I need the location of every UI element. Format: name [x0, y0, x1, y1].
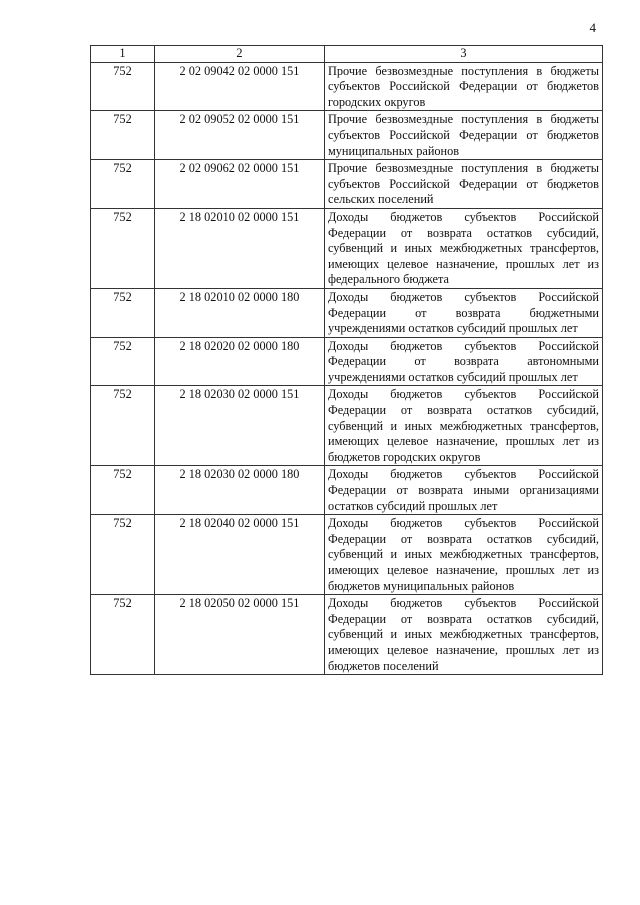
revenue-code-cell: 2 18 02020 02 0000 180 — [155, 337, 325, 386]
table-row — [91, 208, 603, 288]
description-cell: Доходы бюджетов субъектов Российской Федерации от возврата бюджетными учреждениями остатков субсидий прошлых лет — [325, 288, 603, 337]
table-row — [91, 595, 603, 675]
page-number: 4 — [589, 20, 596, 35]
revenue-code-cell: 2 18 02040 02 0000 151 — [155, 515, 325, 595]
table-row — [91, 62, 603, 111]
revenue-code-cell: 2 02 09062 02 0000 151 — [155, 160, 325, 209]
admin-code-cell: 752 — [91, 466, 155, 515]
table-row — [91, 111, 603, 160]
revenue-code-cell: 2 02 09052 02 0000 151 — [155, 111, 325, 160]
description-cell: Прочие безвозмездные поступления в бюджеты субъектов Российской Федерации от бюджетов сельских поселений — [325, 160, 603, 209]
description-cell: Доходы бюджетов субъектов Российской Федерации от возврата автономными учреждениями остатков субсидий прошлых лет — [325, 337, 603, 386]
admin-code-cell: 752 — [91, 595, 155, 675]
revenue-code-cell: 2 18 02010 02 0000 151 — [155, 208, 325, 288]
revenue-code-cell: 2 18 02030 02 0000 151 — [155, 386, 325, 466]
revenue-code-cell: 2 02 09042 02 0000 151 — [155, 62, 325, 111]
description-cell: Доходы бюджетов субъектов Российской Федерации от возврата остатков субсидий, субвенций и иных межбюджетных трансфертов, имеющих целевое назначение, прошлых лет из бюджетов поселений — [325, 595, 603, 675]
table-row — [91, 466, 603, 515]
admin-code-cell: 752 — [91, 515, 155, 595]
column-header-1: 1 — [91, 46, 155, 63]
table-row — [91, 337, 603, 386]
admin-code-cell: 752 — [91, 288, 155, 337]
budget-revenue-table — [90, 45, 603, 675]
table-row — [91, 386, 603, 466]
description-cell: Доходы бюджетов субъектов Российской Федерации от возврата остатков субсидий, субвенций и иных межбюджетных трансфертов, имеющих целевое назначение, прошлых лет из бюджетов муниципальных районов — [325, 515, 603, 595]
description-cell: Доходы бюджетов субъектов Российской Федерации от возврата остатков субсидий, субвенций и иных межбюджетных трансфертов, имеющих целевое назначение, прошлых лет из федерального бюджета — [325, 208, 603, 288]
admin-code-cell: 752 — [91, 208, 155, 288]
admin-code-cell: 752 — [91, 62, 155, 111]
table-header-row — [91, 46, 603, 63]
description-cell: Прочие безвозмездные поступления в бюджеты субъектов Российской Федерации от бюджетов городских округов — [325, 62, 603, 111]
column-header-2: 2 — [155, 46, 325, 63]
admin-code-cell: 752 — [91, 111, 155, 160]
revenue-code-cell: 2 18 02050 02 0000 151 — [155, 595, 325, 675]
description-cell: Прочие безвозмездные поступления в бюджеты субъектов Российской Федерации от бюджетов муниципальных районов — [325, 111, 603, 160]
admin-code-cell: 752 — [91, 386, 155, 466]
revenue-code-cell: 2 18 02010 02 0000 180 — [155, 288, 325, 337]
table-row — [91, 288, 603, 337]
admin-code-cell: 752 — [91, 160, 155, 209]
description-cell: Доходы бюджетов субъектов Российской Федерации от возврата иными организациями остатков субсидий прошлых лет — [325, 466, 603, 515]
column-header-3: 3 — [325, 46, 603, 63]
table-row — [91, 160, 603, 209]
description-cell: Доходы бюджетов субъектов Российской Федерации от возврата остатков субсидий, субвенций и иных межбюджетных трансфертов, имеющих целевое назначение, прошлых лет из бюджетов городских округов — [325, 386, 603, 466]
admin-code-cell: 752 — [91, 337, 155, 386]
revenue-code-cell: 2 18 02030 02 0000 180 — [155, 466, 325, 515]
table-row — [91, 515, 603, 595]
